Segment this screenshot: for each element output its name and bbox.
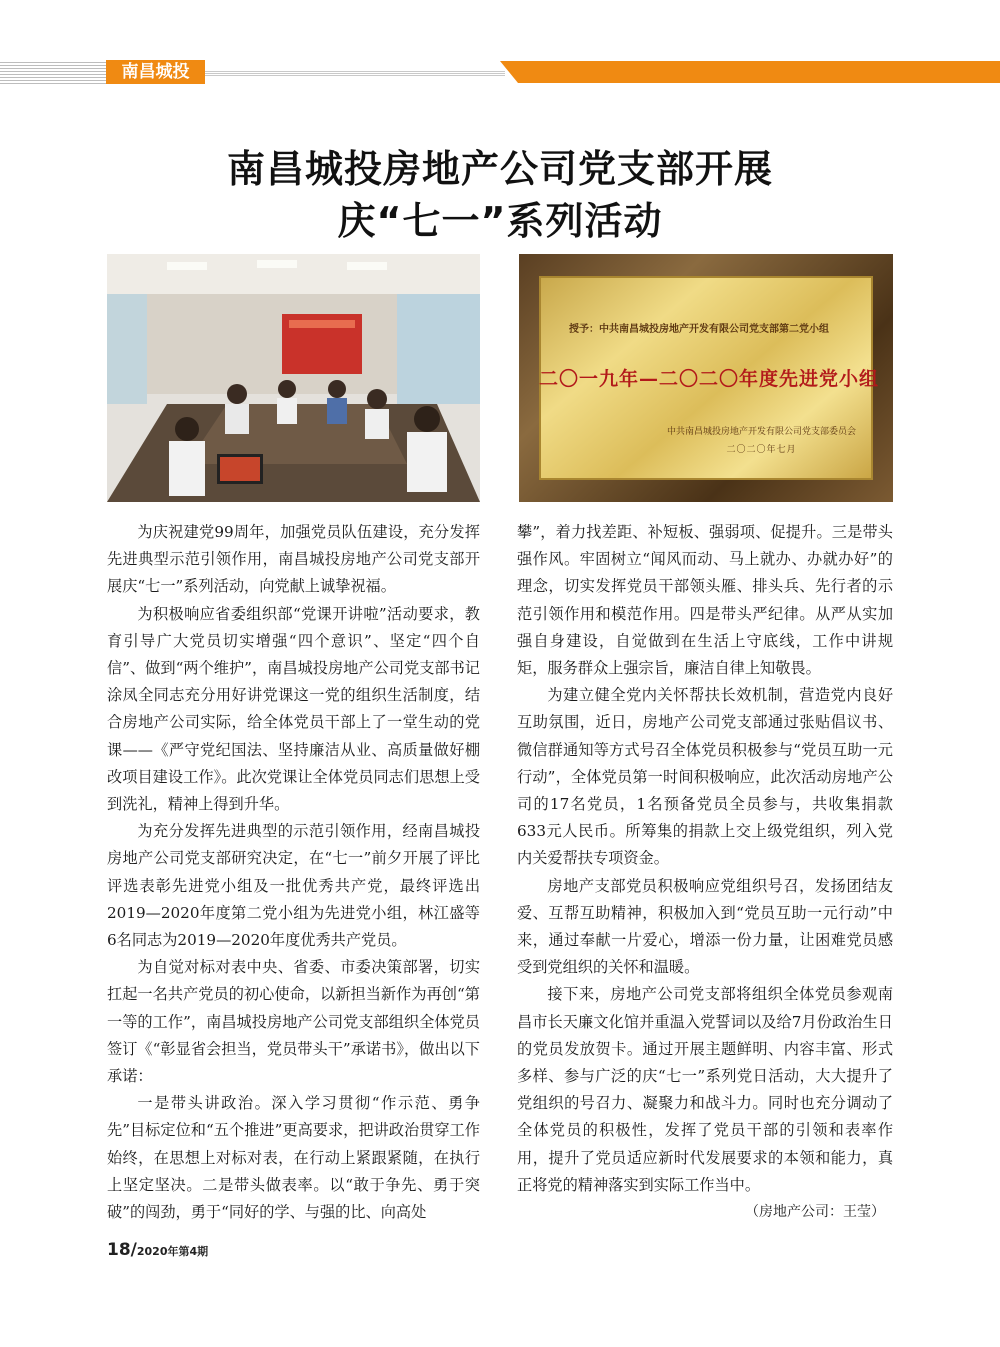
paragraph: 房地产支部党员积极响应党组织号召，发扬团结友爱、互帮互助精神，积极加入到“党员互助一元行动”中来，通过奉献一片爱心，增添一份力量，让困难党员感受到党组织的关怀和温暖。 [517,876,893,977]
paragraph: 接下来，房地产公司党支部将组织全体党员参观南昌市长天廉文化馆并重温入党誓词以及给7月份政治生日的党员发放贺卡。通过开展主题鲜明、内容丰富、形式多样、参与广泛的庆“七一”系列党日活动，大大提升了党组织的号召力、凝聚力和战斗力。同时也充分调动了全体党员的积极性，发挥了党员干部的引领和表率作用，提升了党员适应新时代发展要求的本领和能力，真正将党的精神落实到实际工作当中。 [517,985,893,1194]
award-date: 二〇二〇年七月 [726,445,797,455]
section-header [0,58,1000,86]
article-column-right [517,519,893,1226]
header-rule [205,71,505,77]
issue-label: 2020年第4期 [136,1245,209,1258]
page-number: 18/ [107,1240,137,1260]
paragraph: 为自觉对标对表中央、省委、市委决策部署，切实扛起一名共产党员的初心使命，以新担当新作为再创“第一等的工作”，南昌城投房地产公司党支部组织全体党员签订《“彰显省会担当，党员带头干”承诺书》，做出以下承诺： [107,958,480,1086]
byline: （房地产公司：王莹） [745,1204,885,1221]
title-line-2: 庆“七一”系列活动 [337,199,663,243]
article-column-left [107,519,480,1226]
paragraph: 为建立健全党内关怀帮扶长效机制，营造党内良好互助氛围，近日，房地产公司党支部通过张贴倡议书、微信群通知等方式号召全体党员积极参与“党员互助一元行动”，全体党员第一时间积极响应，此次活动房地产公司的17名党员，1名预备党员全员参与，共收集捐款633元人民币。所筹集的捐款上交上级党组织，列入党内关爱帮扶专项资金。 [517,686,893,868]
award-plaque-photo [519,254,893,502]
title-line-1: 南昌城投房地产公司党支部开展 [226,147,773,191]
meeting-photo-illustration [107,254,480,502]
paragraph-continuation: 攀”，着力找差距、补短板、强弱项、促提升。三是带头强作风。牢固树立“闻风而动、马上就办、办就办好”的理念，切实发挥党员干部领头雁、排头兵、先行者的示范引领作用和模范作用。四是带头严纪律。从严从实加强自身建设，自觉做到在生活上守底线，工作中讲规矩，服务群众上强宗旨，廉洁自律上知敬畏。 [517,523,893,678]
paragraph: 一是带头讲政治。深入学习贯彻“作示范、勇争先”目标定位和“五个推进”更高要求，把讲政治贯穿工作始终，在思想上对标对表，在行动上紧跟紧随，在执行上坚定坚决。二是带头做表率。以“敢于争先、勇于突破”的闯劲，勇于“同好的学、与强的比、向高处 [107,1094,480,1222]
header-stripes [0,62,110,84]
paragraph: 为充分发挥先进典型的示范引领作用，经南昌城投房地产公司党支部研究决定，在“七一”前夕开展了评比评选表彰先进党小组及一批优秀共产党，最终评选出2019—2020年度第二党小组为先进党小组，林江盛等6名同志为2019—2020年度优秀共产党员。 [107,822,480,950]
header-accent-bar [500,61,1000,83]
award-honor: 二〇一九年—二〇二〇年度先进党小组 [539,368,880,390]
award-plaque [539,276,880,480]
paragraph: 为庆祝建党99周年，加强党员队伍建设，充分发挥先进典型示范引领作用，南昌城投房地产公司党支部开展庆“七一”系列活动，向党献上诚挚祝福。 [107,523,480,596]
article-title [0,143,1000,247]
section-tag: 南昌城投 [106,60,205,84]
award-grantee: 授予：中共南昌城投房地产开发有限公司党支部第二党小组 [569,324,829,335]
page-footer [107,1240,208,1260]
award-issuer: 中共南昌城投房地产开发有限公司党支部委员会 [666,427,856,437]
paragraph: 为积极响应省委组织部“党课开讲啦”活动要求，教育引导广大党员切实增强“四个意识”、坚定“四个自信”、做到“两个维护”，南昌城投房地产公司党支部书记涂凤全同志充分用好讲党课这一党的组织生活制度，结合房地产公司实际，给全体党员干部上了一堂生动的党课——《严守党纪国法、坚持廉洁从业、高质量做好棚改项目建设工作》。此次党课让全体党员同志们思想上受到洗礼，精神上得到升华。 [107,604,480,814]
meeting-photo [107,254,480,502]
